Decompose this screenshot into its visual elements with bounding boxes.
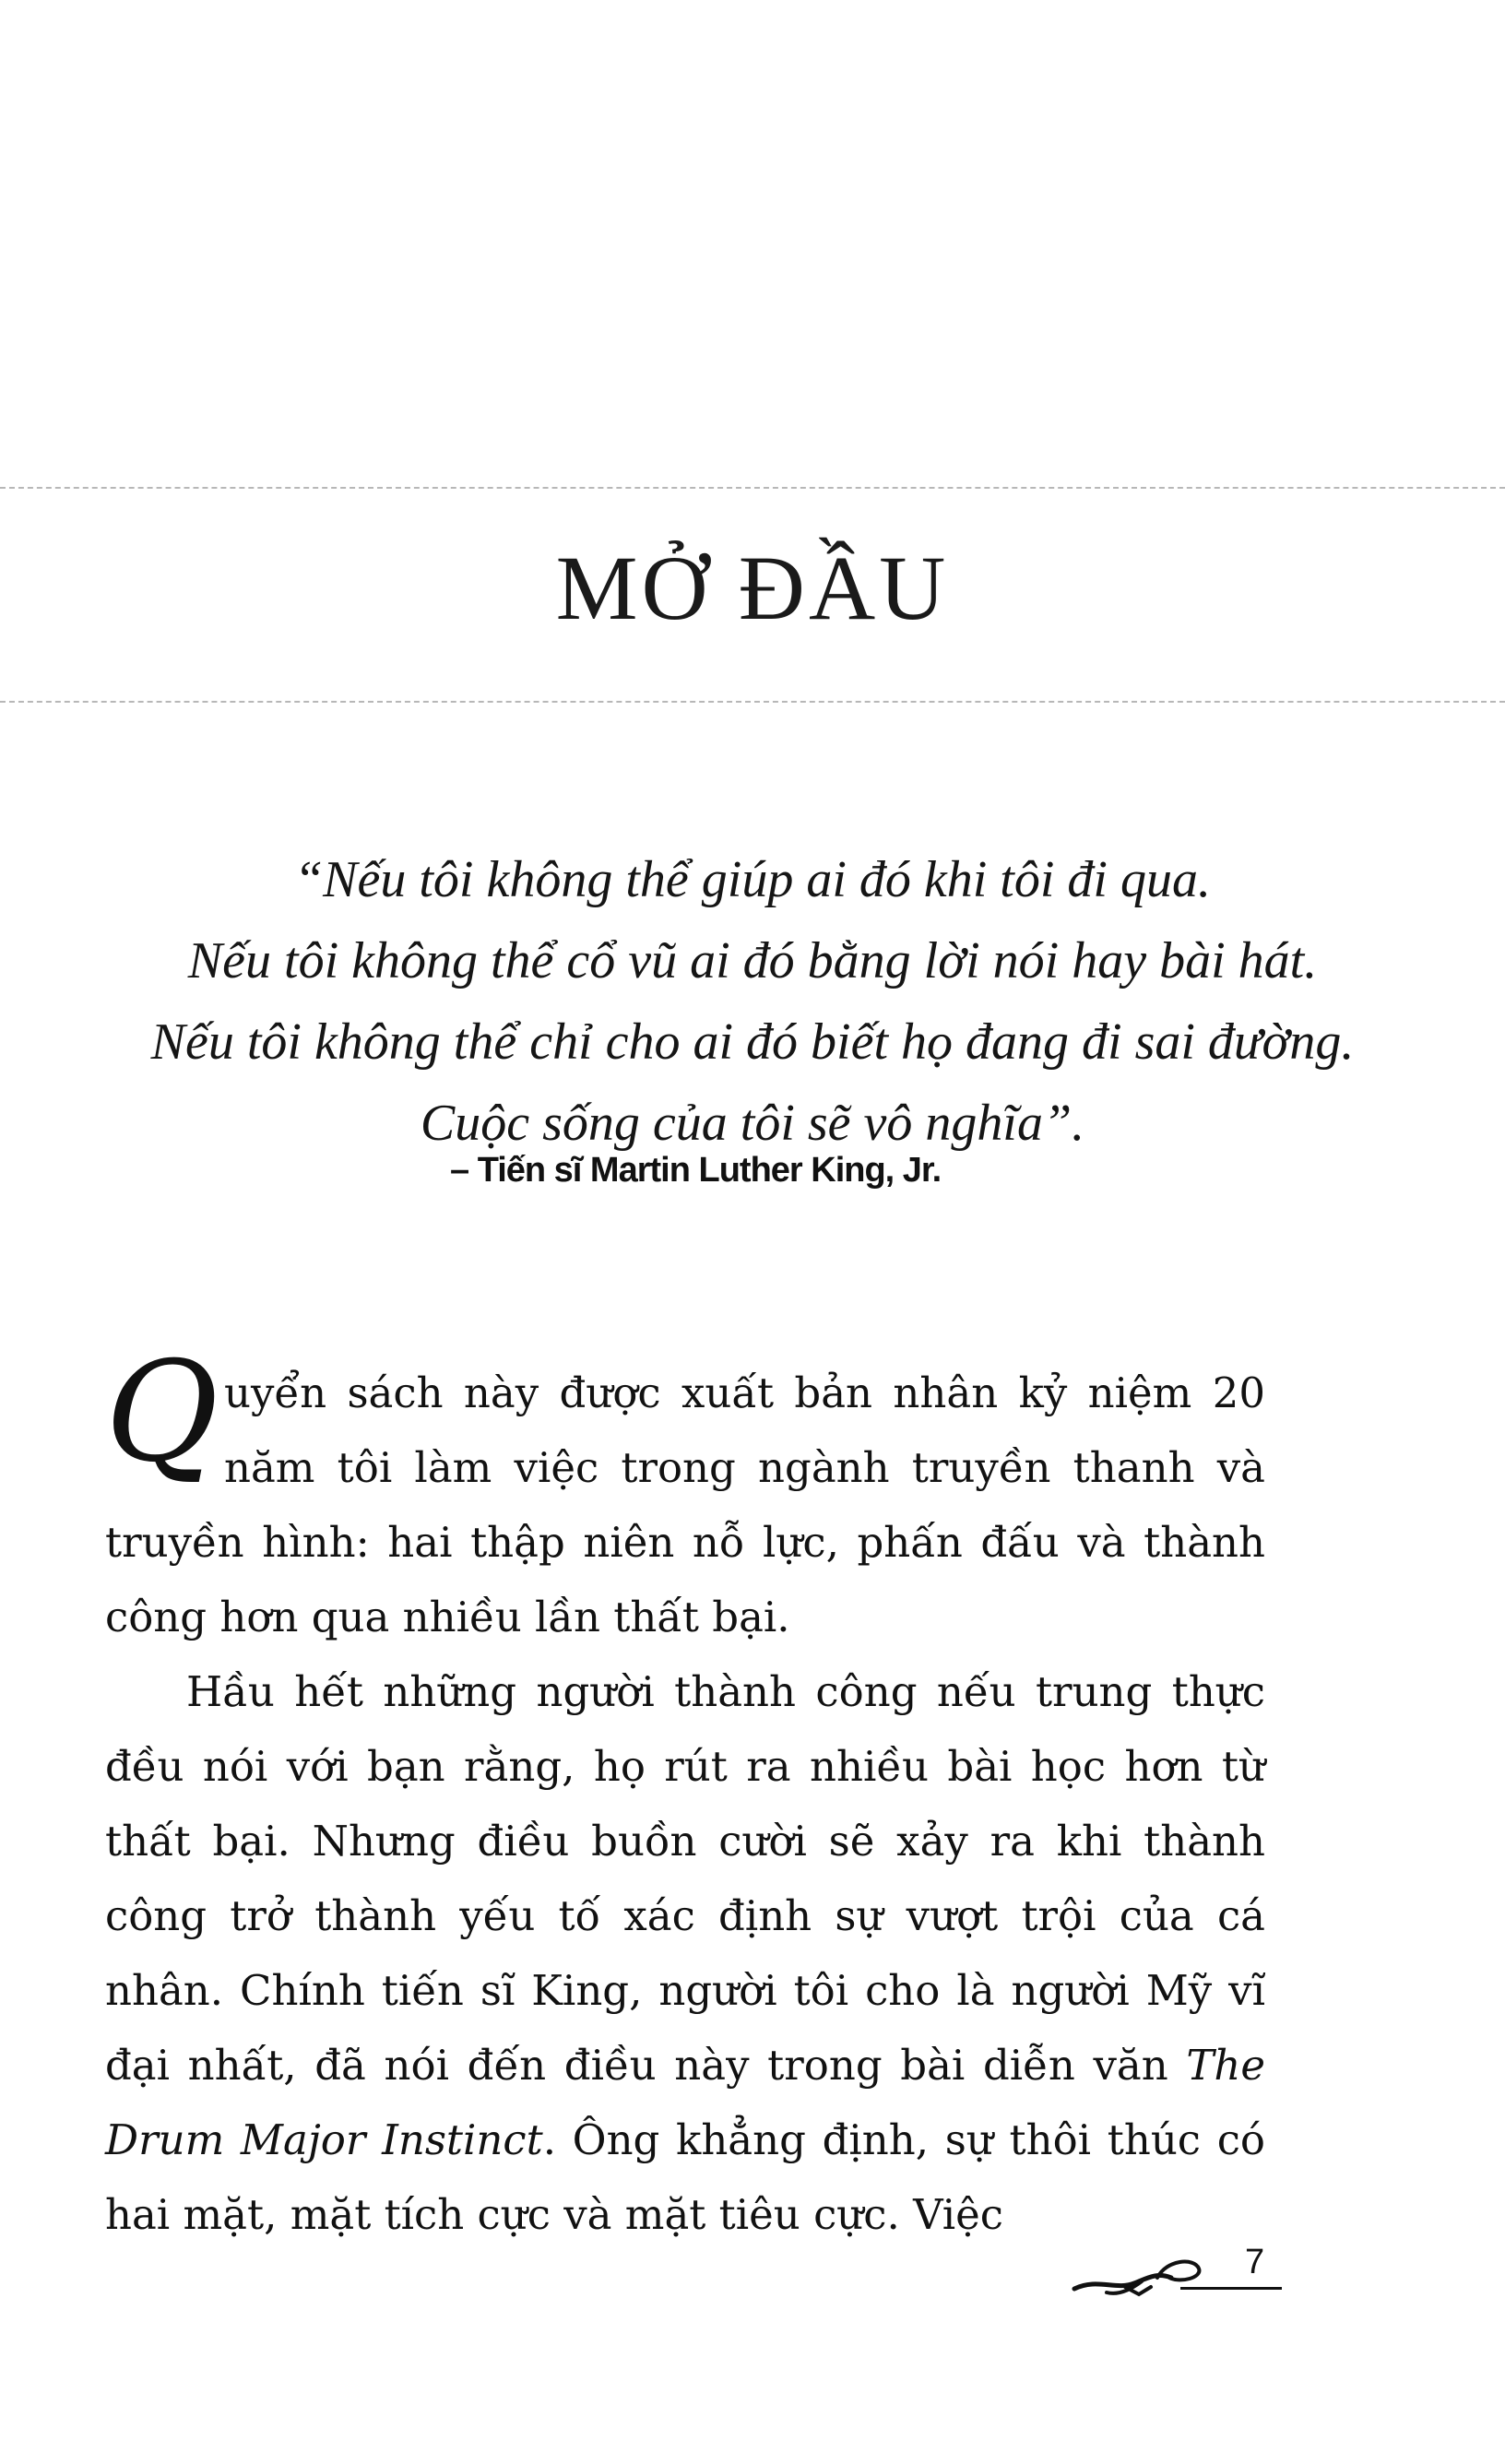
body-text xyxy=(105,1333,1265,2252)
drop-cap: Q xyxy=(105,1333,219,1493)
epigraph-quote xyxy=(0,839,1505,1164)
page-footer xyxy=(1070,2241,1291,2315)
epigraph-line: Nếu tôi không thể chỉ cho ai đó biết họ đang đi sai đường. xyxy=(150,1013,1355,1071)
epigraph-attribution: – Tiến sĩ Martin Luther King, Jr. xyxy=(450,1151,942,1190)
decorative-flourish-icon xyxy=(1070,2250,1236,2305)
speech-title: The Drum Major Instinct xyxy=(105,2041,1265,2164)
paragraph-1 xyxy=(105,1333,1265,1654)
epigraph-line: “Nếu tôi không thể giúp ai đó khi tôi đi qua. xyxy=(294,851,1211,908)
epigraph-line: Nếu tôi không thể cổ vũ ai đó bằng lời nói hay bài hát. xyxy=(187,932,1318,989)
epigraph-line: Cuộc sống của tôi sẽ vô nghĩa”. xyxy=(420,1095,1085,1152)
paragraph-2 xyxy=(105,1654,1265,2252)
paragraph-1-text: uyển sách này được xuất bản nhân kỷ niệm 20 năm tôi làm việc trong ngành truyền thanh và truyền hình: hai thập niên nỗ lực, phấn đấu và thành công hơn qua nhiều lần thất bại. xyxy=(105,1368,1265,1641)
header-divider-bottom xyxy=(0,701,1505,703)
page-number: 7 xyxy=(1245,2243,1265,2281)
header-divider-top xyxy=(0,487,1505,489)
paragraph-2-text-end: . Ông khẳng định, sự thôi thúc có hai mặt, mặt tích cực và mặt tiêu cực. Việc xyxy=(105,2115,1265,2239)
paragraph-2-text: Hầu hết những người thành công nếu trung thực đều nói với bạn rằng, họ rút ra nhiều bài học hơn từ thất bại. Nhưng điều buồn cười sẽ xảy ra khi thành công trở thành yếu tố xác định sự vượt trội của cá nhân. Chính tiến sĩ King, người tôi cho là người Mỹ vĩ đại nhất, đã nói đến điều này trong bài diễn văn xyxy=(105,1667,1265,2090)
page-number-underline xyxy=(1180,2287,1282,2290)
chapter-title: MỞ ĐẦU xyxy=(555,537,950,639)
